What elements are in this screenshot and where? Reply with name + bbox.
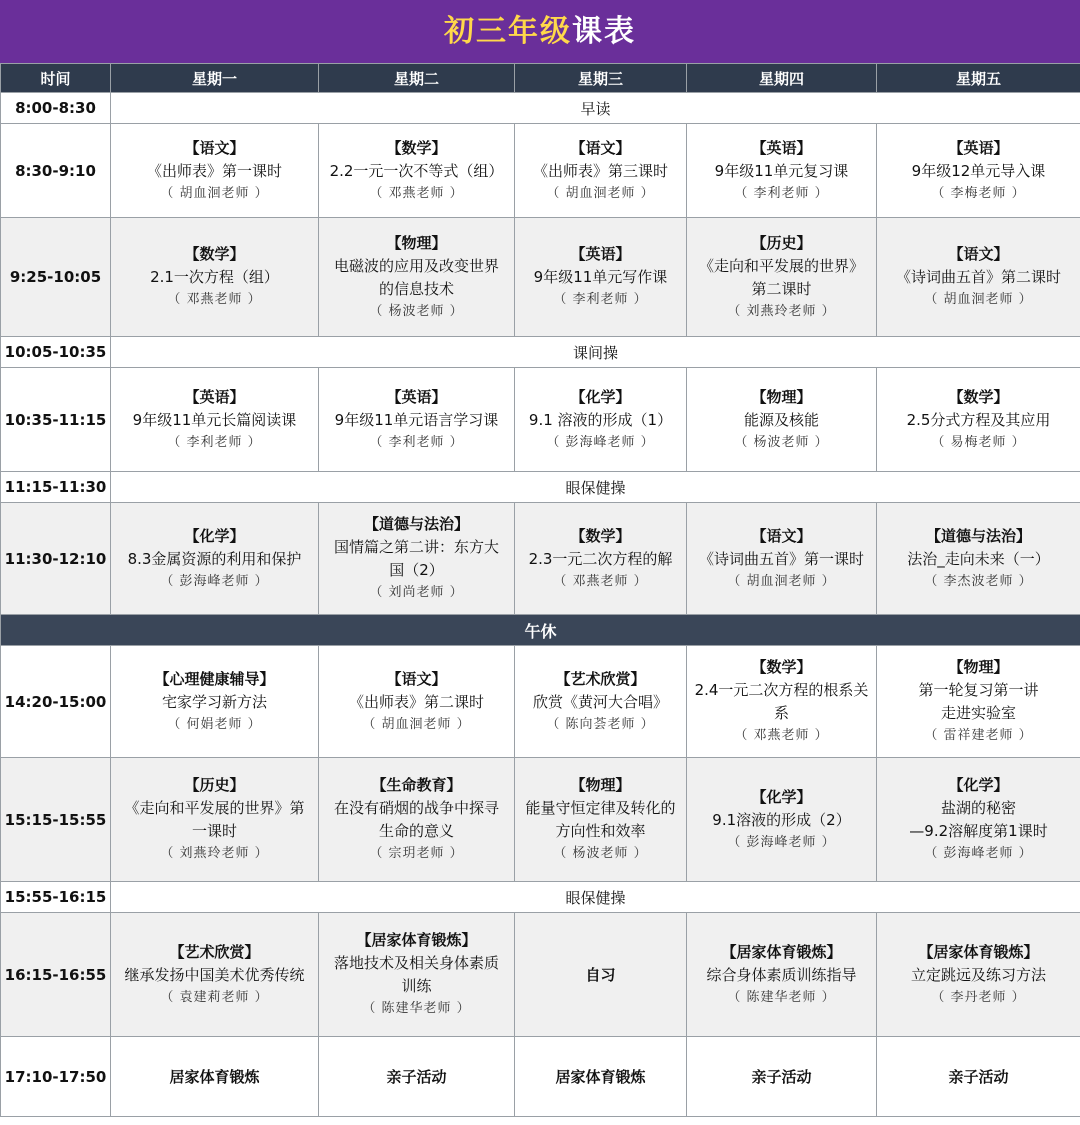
subject-label: 【语文】	[948, 245, 1009, 263]
time-cell: 8:00-8:30	[1, 93, 111, 124]
lesson-topic: 法治_走向未来（一）	[907, 549, 1050, 568]
course-cell	[515, 503, 687, 615]
course-cell	[877, 646, 1080, 758]
lesson-topic: 2.4一元二次方程的根系关	[694, 681, 869, 699]
teacher-name: （ 易梅老师 ）	[931, 434, 1026, 450]
time-cell: 11:15-11:30	[1, 472, 111, 503]
course-cell	[515, 758, 687, 882]
header-day-1: 星期一	[111, 64, 319, 93]
lesson-topic: 训练	[401, 977, 432, 995]
teacher-name: （ 胡血洄老师 ）	[924, 292, 1033, 307]
teacher-name: （ 刘燕玲老师 ）	[160, 846, 269, 861]
course-cell	[515, 913, 687, 1037]
time-cell: 15:55-16:15	[1, 882, 111, 913]
lesson-topic: 《诗词曲五首》第一课时	[698, 549, 864, 568]
subject-label: 【物理】	[948, 658, 1009, 676]
title-schedule: 课表	[572, 14, 636, 49]
time-cell: 15:15-15:55	[1, 758, 111, 882]
break-row	[1, 882, 1080, 913]
teacher-name: （ 袁建莉老师 ）	[160, 989, 269, 1005]
subject-label: 【艺术欣赏】	[169, 942, 260, 961]
header-day-5: 星期五	[877, 64, 1080, 93]
subject-label: 【化学】	[948, 776, 1009, 794]
teacher-name: （ 邓燕老师 ）	[369, 185, 464, 201]
lesson-topic: 系	[773, 704, 789, 722]
subject-label: 【居家体育锻炼】	[918, 942, 1039, 961]
subject-label: 【历史】	[184, 776, 245, 794]
course-cell	[319, 913, 515, 1037]
course-cell	[319, 368, 515, 472]
lesson-topic: 继承发扬中国美术优秀传统	[124, 965, 305, 984]
subject-label: 【艺术欣赏】	[555, 669, 646, 688]
teacher-name: （ 李丹老师 ）	[931, 989, 1026, 1005]
time-cell: 10:35-11:15	[1, 368, 111, 472]
lesson-topic: 第一轮复习第一讲	[918, 681, 1039, 699]
course-cell	[877, 124, 1080, 218]
time-cell: 9:25-10:05	[1, 218, 111, 337]
header-day-3: 星期三	[515, 64, 687, 93]
subject-label: 【物理】	[570, 776, 631, 794]
subject-label: 【数学】	[184, 245, 245, 263]
activity-label: 自习	[585, 966, 616, 984]
course-cell	[111, 646, 319, 758]
lesson-topic: 立定跳远及练习方法	[910, 965, 1046, 984]
course-row	[1, 646, 1080, 758]
course-cell	[877, 1037, 1080, 1117]
subject-label: 【英语】	[948, 138, 1009, 157]
subject-label: 【物理】	[386, 233, 447, 252]
teacher-name: （ 邓燕老师 ）	[553, 573, 648, 589]
activity-label: 亲子活动	[386, 1068, 447, 1086]
lesson-topic: 9年级11单元写作课	[533, 268, 668, 286]
activity-label: 亲子活动	[948, 1068, 1009, 1086]
break-label: 早读	[111, 93, 1080, 124]
teacher-name: （ 彭海峰老师 ）	[727, 834, 836, 850]
lesson-topic: 宅家学习新方法	[161, 692, 267, 711]
subject-label: 【英语】	[184, 387, 245, 406]
header-day-4: 星期四	[687, 64, 877, 93]
lesson-topic: 走进实验室	[940, 704, 1016, 722]
lesson-topic: 综合身体素质训练指导	[706, 965, 857, 984]
subject-label: 【历史】	[751, 233, 812, 252]
course-cell	[111, 218, 319, 337]
course-row	[1, 368, 1080, 472]
lesson-topic: 能量守恒定律及转化的	[525, 799, 676, 817]
course-row	[1, 124, 1080, 218]
lesson-topic: 《诗词曲五首》第二课时	[895, 268, 1061, 286]
break-label: 眼保健操	[111, 472, 1080, 503]
subject-label: 【语文】	[751, 526, 812, 545]
lesson-topic: 第二课时	[751, 279, 812, 298]
lesson-topic: 方向性和效率	[555, 822, 646, 840]
break-label: 眼保健操	[111, 882, 1080, 913]
subject-label: 【英语】	[386, 387, 447, 406]
teacher-name: （ 胡血洄老师 ）	[160, 185, 269, 201]
course-cell	[687, 503, 877, 615]
lesson-topic: 盐湖的秘密	[940, 799, 1016, 817]
lunch-row	[1, 615, 1080, 646]
lesson-topic: 9.1 溶液的形成（1）	[528, 410, 673, 429]
subject-label: 【数学】	[751, 658, 812, 676]
subject-label: 【生命教育】	[371, 776, 462, 794]
course-row	[1, 913, 1080, 1037]
lesson-topic: 《出师表》第三课时	[532, 161, 668, 180]
course-cell	[111, 124, 319, 218]
course-cell	[687, 124, 877, 218]
teacher-name: （ 胡血洄老师 ）	[546, 185, 655, 201]
course-row	[1, 758, 1080, 882]
lesson-topic: 国情篇之第二讲：东方大	[333, 538, 499, 556]
course-cell	[319, 218, 515, 337]
subject-label: 【心理健康辅导】	[154, 669, 275, 688]
teacher-name: （ 李利老师 ）	[553, 292, 648, 307]
course-cell	[877, 368, 1080, 472]
teacher-name: （ 陈建华老师 ）	[727, 989, 836, 1005]
course-cell	[687, 758, 877, 882]
teacher-name: （ 邓燕老师 ）	[167, 292, 262, 307]
time-cell: 8:30-9:10	[1, 124, 111, 218]
subject-label: 【数学】	[948, 387, 1009, 406]
subject-label: 【居家体育锻炼】	[721, 942, 842, 961]
break-row	[1, 337, 1080, 368]
lesson-topic: 9年级11单元复习课	[714, 161, 849, 180]
teacher-name: （ 杨波老师 ）	[553, 846, 648, 861]
teacher-name: （ 彭海峰老师 ）	[160, 573, 269, 589]
header-row	[1, 64, 1080, 93]
lesson-topic: 在没有硝烟的战争中探寻	[333, 799, 499, 817]
subject-label: 【数学】	[386, 138, 447, 157]
subject-label: 【英语】	[570, 245, 631, 263]
lesson-topic: 2.5分式方程及其应用	[906, 410, 1051, 429]
teacher-name: （ 彭海峰老师 ）	[546, 434, 655, 450]
lesson-topic: 国（2）	[389, 561, 444, 579]
activity-label: 亲子活动	[751, 1068, 812, 1086]
lesson-topic: 落地技术及相关身体素质	[333, 954, 499, 972]
course-cell	[877, 503, 1080, 615]
course-cell	[877, 758, 1080, 882]
time-cell: 10:05-10:35	[1, 337, 111, 368]
course-cell	[515, 1037, 687, 1117]
activity-label: 居家体育锻炼	[169, 1068, 260, 1086]
lesson-topic: 电磁波的应用及改变世界	[333, 256, 499, 275]
break-row	[1, 472, 1080, 503]
course-cell	[515, 646, 687, 758]
course-cell	[877, 218, 1080, 337]
lesson-topic: 欣赏《黄河大合唱》	[532, 692, 668, 711]
course-cell	[877, 913, 1080, 1037]
course-cell	[111, 913, 319, 1037]
lesson-topic: 2.3一元二次方程的解	[528, 549, 673, 568]
teacher-name: （ 李利老师 ）	[369, 434, 464, 450]
course-cell	[515, 124, 687, 218]
header-day-2: 星期二	[319, 64, 515, 93]
lesson-topic: 9年级11单元语言学习课	[334, 410, 499, 429]
lesson-topic: 一课时	[191, 822, 237, 840]
subject-label: 【语文】	[184, 138, 245, 157]
teacher-name: （ 胡血洄老师 ）	[362, 716, 471, 732]
subject-label: 【道德与法治】	[363, 515, 469, 533]
subject-label: 【语文】	[570, 138, 631, 157]
time-cell: 11:30-12:10	[1, 503, 111, 615]
lesson-topic: 《出师表》第一课时	[146, 161, 282, 180]
course-cell	[319, 1037, 515, 1117]
teacher-name: （ 彭海峰老师 ）	[924, 846, 1033, 861]
course-row	[1, 218, 1080, 337]
header-time: 时间	[1, 64, 111, 93]
teacher-name: （ 李杰波老师 ）	[924, 573, 1033, 589]
subject-label: 【数学】	[570, 526, 631, 545]
teacher-name: （ 李梅老师 ）	[931, 185, 1026, 201]
page-title	[0, 0, 1080, 63]
course-cell	[319, 646, 515, 758]
lesson-topic: 9年级12单元导入课	[911, 161, 1046, 180]
teacher-name: （ 雷祥建老师 ）	[924, 728, 1033, 743]
time-cell: 16:15-16:55	[1, 913, 111, 1037]
teacher-name: （ 刘燕玲老师 ）	[727, 303, 836, 319]
course-cell	[111, 1037, 319, 1117]
subject-label: 【化学】	[751, 787, 812, 806]
course-cell	[687, 368, 877, 472]
teacher-name: （ 宗玥老师 ）	[369, 846, 464, 861]
lesson-topic: 的信息技术	[378, 279, 454, 298]
lesson-topic: 《出师表》第二课时	[348, 692, 484, 711]
course-cell	[687, 913, 877, 1037]
subject-label: 【道德与法治】	[925, 526, 1031, 545]
subject-label: 【英语】	[751, 138, 812, 157]
teacher-name: （ 刘尚老师 ）	[369, 585, 464, 600]
lesson-topic: 2.1一次方程（组）	[150, 268, 279, 286]
course-cell	[111, 368, 319, 472]
course-cell	[111, 503, 319, 615]
subject-label: 【物理】	[751, 387, 812, 406]
subject-label: 【语文】	[386, 669, 447, 688]
lesson-topic: 2.2一元一次不等式（组）	[329, 161, 504, 180]
break-label: 课间操	[111, 337, 1080, 368]
break-row	[1, 93, 1080, 124]
lesson-topic: 《走向和平发展的世界》	[698, 256, 864, 275]
teacher-name: （ 陈建华老师 ）	[362, 1001, 471, 1016]
course-cell	[515, 218, 687, 337]
course-cell	[687, 218, 877, 337]
course-cell	[515, 368, 687, 472]
title-grade: 初三年级	[444, 14, 572, 49]
course-cell	[111, 758, 319, 882]
course-row	[1, 503, 1080, 615]
teacher-name: （ 胡血洄老师 ）	[727, 573, 836, 589]
course-cell	[319, 503, 515, 615]
teacher-name: （ 邓燕老师 ）	[734, 728, 829, 743]
course-cell	[319, 758, 515, 882]
time-cell: 14:20-15:00	[1, 646, 111, 758]
lesson-topic: 8.3金属资源的利用和保护	[127, 549, 302, 568]
subject-label: 【化学】	[184, 526, 245, 545]
teacher-name: （ 李利老师 ）	[734, 185, 829, 201]
subject-label: 【化学】	[570, 387, 631, 406]
subject-label: 【居家体育锻炼】	[356, 931, 477, 949]
teacher-name: （ 李利老师 ）	[167, 434, 262, 450]
teacher-name: （ 何娟老师 ）	[167, 716, 262, 732]
course-cell	[687, 1037, 877, 1117]
lesson-topic: 《走向和平发展的世界》第	[124, 799, 305, 817]
course-cell	[319, 124, 515, 218]
lesson-topic: 生命的意义	[378, 822, 454, 840]
lesson-topic: 9年级11单元长篇阅读课	[132, 410, 297, 429]
lesson-topic: 9.1溶液的形成（2）	[712, 810, 851, 829]
lesson-topic: —9.2溶解度第1课时	[909, 822, 1048, 840]
time-cell: 17:10-17:50	[1, 1037, 111, 1117]
teacher-name: （ 杨波老师 ）	[734, 434, 829, 450]
teacher-name: （ 陈向荟老师 ）	[546, 716, 655, 732]
lesson-topic: 能源及核能	[743, 410, 819, 429]
activity-label: 居家体育锻炼	[555, 1068, 646, 1086]
teacher-name: （ 杨波老师 ）	[369, 303, 464, 319]
course-cell	[687, 646, 877, 758]
course-row	[1, 1037, 1080, 1117]
lunch-label: 午休	[1, 615, 1080, 646]
schedule-table	[0, 63, 1080, 1117]
